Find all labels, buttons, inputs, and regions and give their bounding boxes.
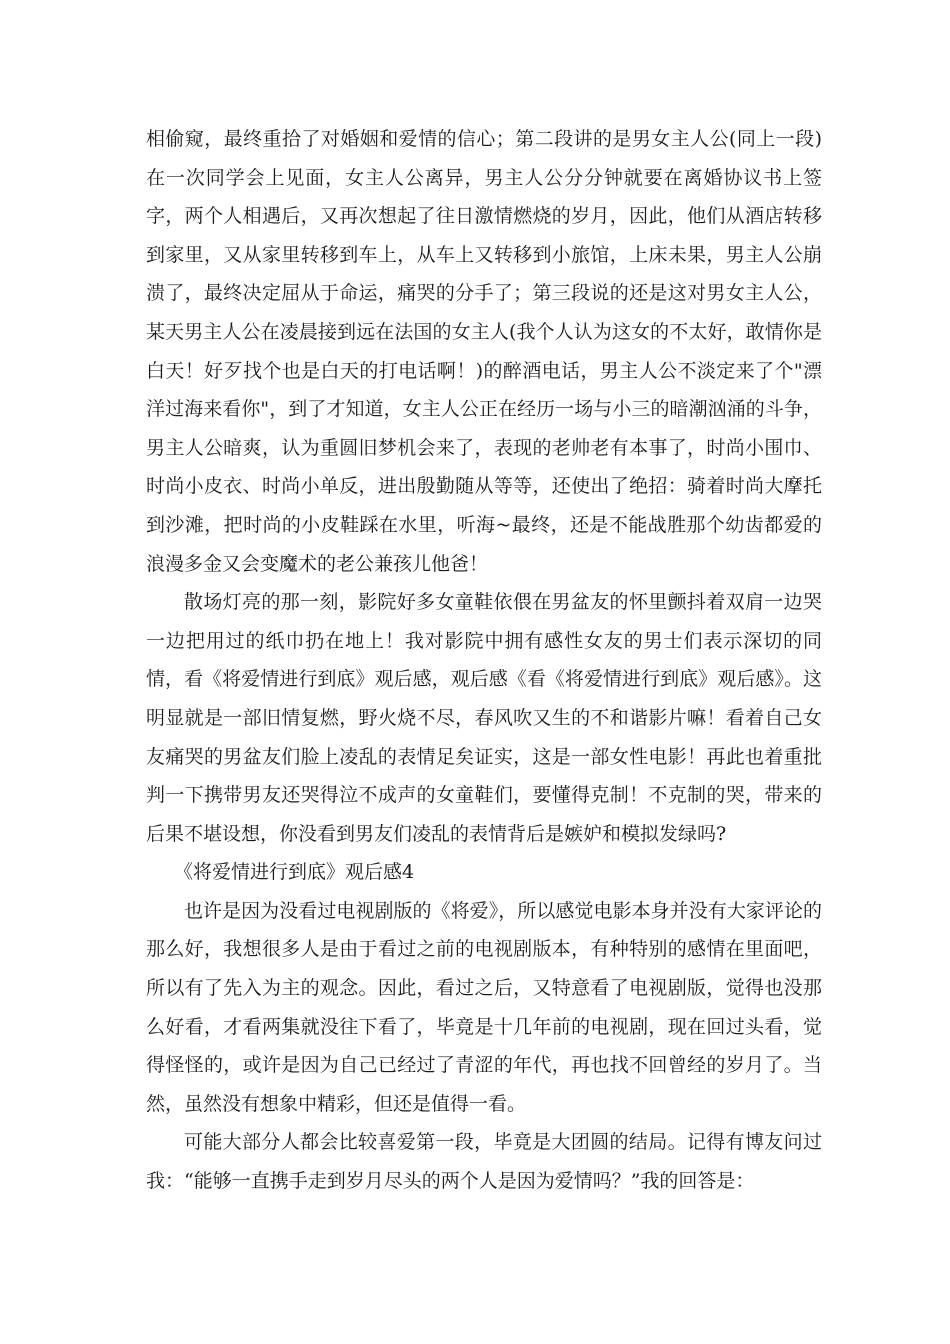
section-heading: 《将爱情进行到底》观后感4 <box>174 861 415 884</box>
paragraph-2: 散场灯亮的那一刻，影院好多女童鞋依偎在男盆友的怀里颤抖着双肩一边哭一边把用过的纸巾扔在地上！我对影院中拥有感性女友的男士们表示深切的同情，看《将爱情进行到底》观后感，观后感《看《将爱情进行到底》观后感》。这明显就是一部旧情复燃，野火烧不尽，春风吹又生的不和谐影片嘛！看着自己女友痛哭的男盆友们脸上凌乱的表情足矣证实，这是一部女性电影！再此也着重批判一下携带男友还哭得泣不成声的女童鞋们，要懂得克制！不克制的哭，带来的后果不堪设想，你没看到男友们凌乱的表情背后是嫉妒和模拟发绿吗? <box>146 591 822 845</box>
document-body <box>146 120 822 1201</box>
paragraph-3: 也许是因为没看过电视剧版的《将爱》，所以感觉电影本身并没有大家评论的那么好，我想很多人是由于看过之前的电视剧版本，有种特别的感情在里面吧，所以有了先入为主的观念。因此，看过之后，又特意看了电视剧版，觉得也没那么好看，才看两集就没往下看了，毕竟是十几年前的电视剧，现在回过头看，觉得怪怪的，或许是因为自己已经过了青涩的年代，再也找不回曾经的岁月了。当然，虽然没有想象中精彩，但还是值得一看。 <box>146 899 822 1115</box>
paragraph-1: 相偷窥，最终重拾了对婚姻和爱情的信心；第二段讲的是男女主人公(同上一段)在一次同学会上见面，女主人公离异，男主人公分分钟就要在离婚协议书上签字，两个人相遇后，又再次想起了往日激情燃烧的岁月，因此，他们从酒店转移到家里，又从家里转移到车上，从车上又转移到小旅馆，上床未果，男主人公崩溃了，最终决定屈从于命运，痛哭的分手了；第三段说的还是这对男女主人公，某天男主人公在凌晨接到远在法国的女主人(我个人认为这女的不太好，敢情你是白天！好歹找个也是白天的打电话啊！)的醉酒电话，男主人公不淡定来了个"漂洋过海来看你"，到了才知道，女主人公正在经历一场与小三的暗潮汹涌的斗争，男主人公暗爽，认为重圆旧梦机会来了，表现的老帅老有本事了，时尚小围巾、时尚小皮衣、时尚小单反，进出殷勤随从等等，还使出了绝招：骑着时尚大摩托到沙滩，把时尚的小皮鞋踩在水里，听海~最终，还是不能战胜那个幼齿都爱的浪漫多金又会变魔术的老公兼孩儿他爸！ <box>146 128 822 575</box>
paragraph-4: 可能大部分人都会比较喜爱第一段，毕竟是大团圆的结局。记得有博友问过我：“能够一直携手走到岁月尽头的两个人是因为爱情吗？”我的回答是： <box>146 1131 822 1193</box>
